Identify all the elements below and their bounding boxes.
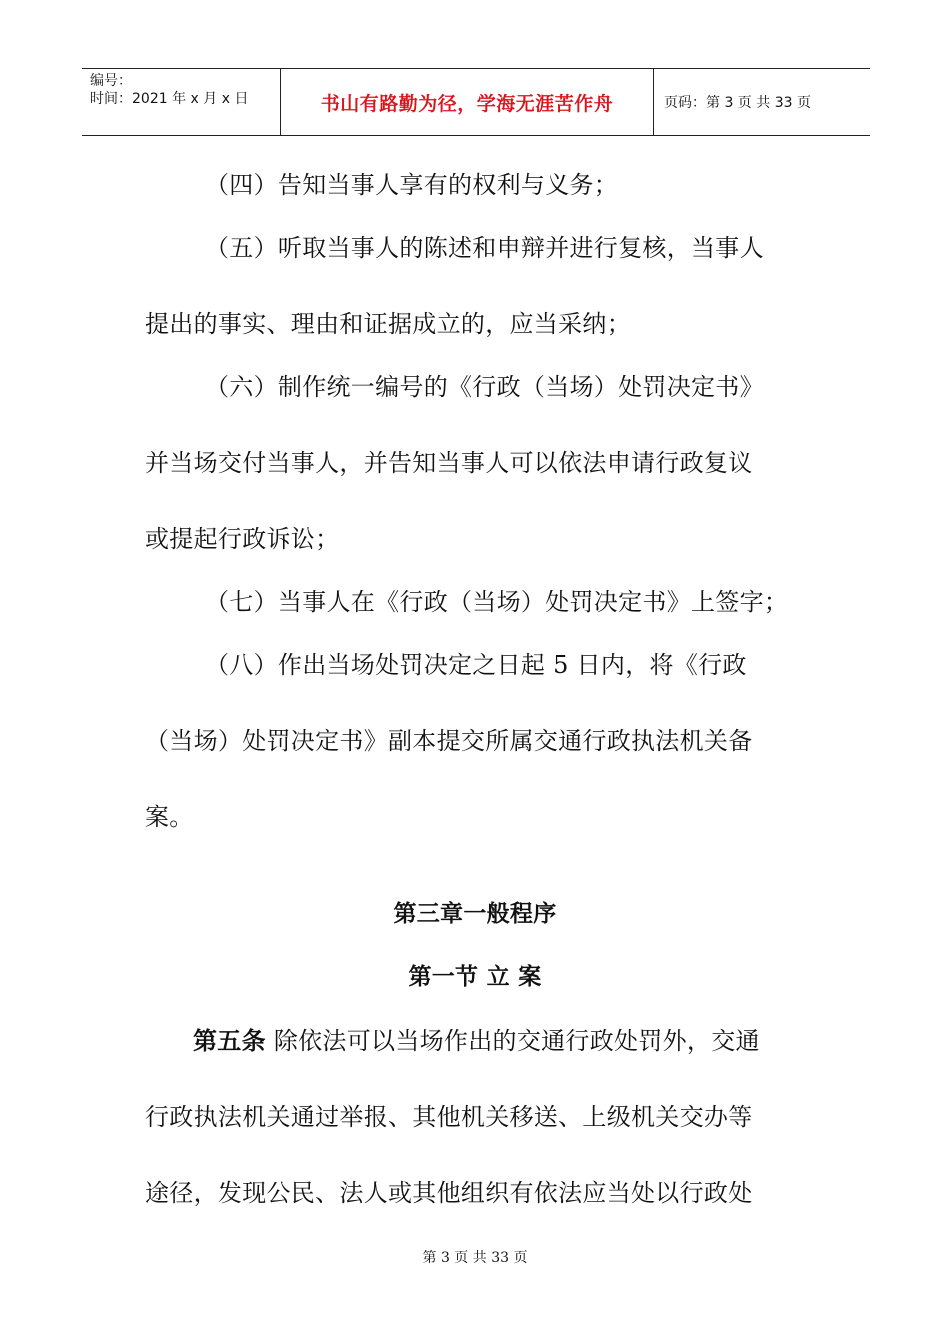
body-line-8-end: 案。 bbox=[145, 803, 194, 831]
header-page-number: 页码：第 3 页 共 33 页 bbox=[664, 95, 811, 111]
article-5-cont-1: 行政执法机关通过举报、其他机关移送、上级机关交办等 bbox=[145, 1103, 753, 1131]
document-number-label: 编号： bbox=[90, 73, 132, 89]
body-line-6-cont: 并当场交付当事人，并告知当事人可以依法申请行政复议 bbox=[145, 449, 753, 477]
article-text: 除依法可以当场作出的交通行政处罚外，交通 bbox=[265, 1027, 760, 1055]
document-date-label: 时间：2021 年 x 月 x 日 bbox=[90, 91, 249, 107]
header-motto: 书山有路勤为径，学海无涯苦作舟 bbox=[281, 69, 654, 135]
body-line-6: （六）制作统一编号的《行政（当场）处罚决定书》 bbox=[205, 373, 764, 401]
article-5-line bbox=[193, 1026, 760, 1056]
section-title: 第一节 立 案 bbox=[408, 964, 542, 990]
article-label: 第五条 bbox=[193, 1027, 266, 1055]
article-5-cont-2: 途径，发现公民、法人或其他组织有依法应当处以行政处 bbox=[145, 1179, 753, 1207]
body-line-6-end: 或提起行政诉讼； bbox=[145, 525, 340, 553]
page-header bbox=[82, 68, 870, 136]
header-meta bbox=[82, 69, 281, 135]
body-line-7: （七）当事人在《行政（当场）处罚决定书》上签字； bbox=[205, 588, 789, 616]
body-line-5-cont: 提出的事实、理由和证据成立的，应当采纳； bbox=[145, 310, 631, 338]
page-footer: 第 3 页 共 33 页 bbox=[422, 1250, 528, 1266]
body-line-5: （五）听取当事人的陈述和申辩并进行复核，当事人 bbox=[205, 234, 764, 262]
body-line-4: （四）告知当事人享有的权利与义务； bbox=[205, 171, 619, 199]
body-line-8-cont: （当场）处罚决定书》副本提交所属交通行政执法机关备 bbox=[145, 727, 753, 755]
chapter-title: 第三章一般程序 bbox=[393, 901, 557, 927]
body-line-8: （八）作出当场处罚决定之日起 5 日内，将《行政 bbox=[205, 651, 747, 679]
